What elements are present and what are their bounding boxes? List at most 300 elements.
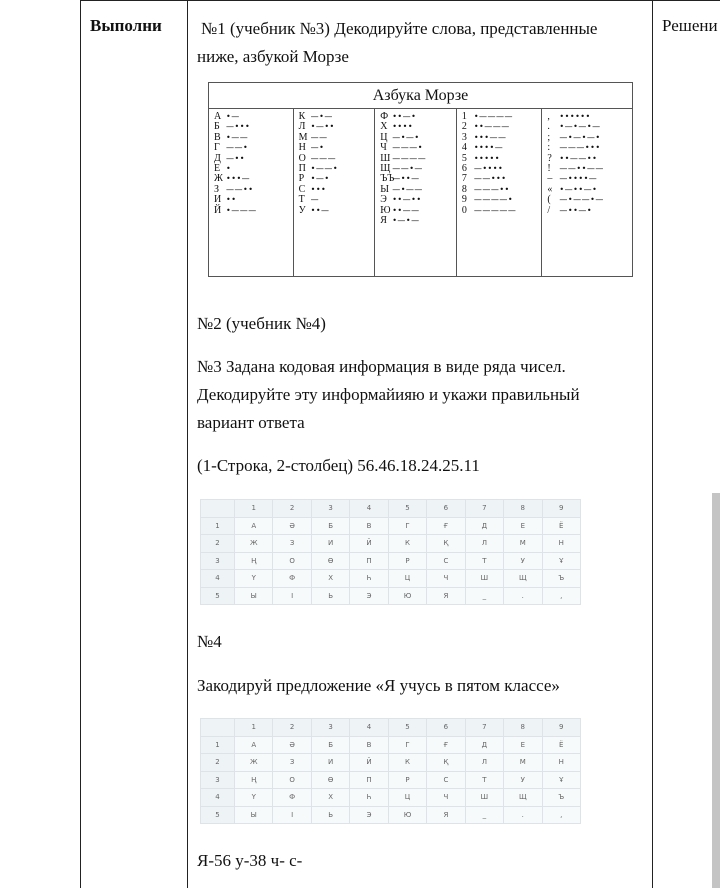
- column-header: 9: [542, 500, 581, 518]
- morse-letter: Ц: [380, 131, 388, 143]
- morse-code: ———•••: [559, 143, 601, 153]
- table-cell: Э: [350, 587, 388, 605]
- morse-code: ——•••: [473, 174, 507, 184]
- table-cell: Ж: [235, 535, 273, 553]
- morse-row: [462, 174, 542, 184]
- row-header: 4: [201, 570, 235, 588]
- morse-letter: Н: [298, 142, 306, 154]
- table-cell: Ё: [542, 736, 581, 754]
- morse-row: [380, 154, 456, 164]
- morse-row: [462, 143, 542, 153]
- table-cell: Ч: [427, 789, 465, 807]
- morse-table-title: Азбука Морзе: [209, 83, 632, 109]
- table-cell: Ү: [235, 789, 273, 807]
- column-header: 7: [465, 500, 503, 518]
- morse-letter: У: [298, 204, 306, 216]
- morse-code: •••••: [473, 153, 500, 163]
- morse-code: ••——••: [559, 153, 598, 163]
- morse-letter: 4: [461, 142, 467, 154]
- morse-letter: :: [547, 142, 551, 154]
- table-cell: Б: [311, 736, 349, 754]
- morse-row: [214, 206, 293, 216]
- morse-row: [299, 174, 375, 184]
- morse-code: ———••: [473, 184, 510, 194]
- table-cell: _: [465, 806, 503, 824]
- column-header: 1: [235, 500, 273, 518]
- column-header: 3: [311, 500, 349, 518]
- morse-letter: Я: [380, 215, 387, 227]
- morse-code: —•—•: [392, 132, 420, 142]
- column-header: 2: [273, 719, 311, 737]
- morse-row: [380, 195, 456, 205]
- morse-letter: Ф: [380, 111, 389, 122]
- code-table-task3: [200, 499, 581, 605]
- morse-row: [462, 112, 542, 122]
- morse-code: ••—: [310, 205, 330, 215]
- table-cell: О: [273, 771, 311, 789]
- morse-row: [462, 164, 542, 174]
- morse-code: ••———: [473, 122, 510, 132]
- morse-letter: ;: [547, 131, 551, 143]
- task4-answer: Я-56 у-38 ч- с-: [197, 851, 303, 870]
- table-cell: І: [273, 587, 311, 605]
- morse-row: [380, 122, 456, 132]
- morse-row: [299, 206, 375, 216]
- morse-code: —••—: [392, 174, 420, 184]
- column-header: 2: [273, 500, 311, 518]
- morse-code: •———: [226, 205, 257, 215]
- morse-code: —————: [473, 205, 517, 215]
- table-cell: С: [427, 771, 465, 789]
- morse-code: ••••: [392, 122, 414, 132]
- table-cell: Я: [427, 806, 465, 824]
- morse-columns: [209, 109, 632, 277]
- morse-letter: .: [547, 121, 550, 133]
- table-row: [201, 754, 581, 772]
- morse-code: —•: [310, 143, 325, 153]
- table-cell: Ц: [388, 789, 426, 807]
- morse-letter: 6: [461, 163, 467, 175]
- morse-letter: Ш: [380, 152, 391, 164]
- morse-letter: Л: [298, 121, 306, 133]
- table-cell: Г: [388, 517, 426, 535]
- morse-code: —•——: [392, 184, 423, 194]
- morse-letter: И: [214, 194, 222, 206]
- table-cell: Р: [388, 771, 426, 789]
- table-row: [201, 736, 581, 754]
- table-cell: С: [427, 552, 465, 570]
- table-cell: В: [350, 736, 388, 754]
- task3-line1: №3 Задана кодовая информация в виде ряда чисел.: [197, 357, 566, 376]
- column-header: 6: [427, 719, 465, 737]
- task3-code: (1-Строка, 2-столбец) 56.46.18.24.25.11: [197, 456, 480, 475]
- table-cell: Ф: [273, 789, 311, 807]
- table-cell: Ж: [235, 754, 273, 772]
- morse-letter: Д: [214, 152, 221, 164]
- morse-letter: Ю: [380, 204, 391, 216]
- morse-column: [375, 109, 457, 277]
- table-cell: Ч: [427, 570, 465, 588]
- morse-code: ——•: [226, 143, 249, 153]
- morse-column: [457, 109, 543, 277]
- morse-row: [380, 206, 456, 216]
- table-cell: Ә: [273, 517, 311, 535]
- task1-line1: №1 (учебник №3) Декодируйте слова, представленные: [201, 19, 598, 38]
- table-cell: Д: [465, 736, 503, 754]
- column-header: 5: [388, 500, 426, 518]
- morse-code: ••——: [392, 205, 420, 215]
- morse-letter: К: [298, 111, 306, 122]
- morse-letter: С: [298, 183, 306, 195]
- column-header: 8: [504, 719, 542, 737]
- morse-code: ••: [226, 195, 237, 205]
- morse-row: [380, 112, 456, 122]
- morse-row: [214, 133, 293, 143]
- morse-letter: Э: [380, 194, 387, 206]
- morse-letter: ЪЪ: [380, 173, 395, 185]
- morse-code: —••••: [473, 164, 504, 174]
- table-cell: Э: [350, 806, 388, 824]
- morse-code: •——: [226, 132, 249, 142]
- morse-column: [542, 109, 632, 277]
- table-border-col3: [652, 0, 653, 888]
- morse-code: •••—: [226, 174, 251, 184]
- table-cell: Ъ: [542, 789, 581, 807]
- morse-letter: (: [547, 194, 551, 206]
- morse-code: •——•: [310, 164, 339, 174]
- table-cell: Ь: [311, 806, 349, 824]
- table-cell: Т: [465, 771, 503, 789]
- morse-row: [462, 206, 542, 216]
- morse-letter: В: [214, 131, 221, 143]
- morse-code: —•••: [226, 122, 251, 132]
- table-cell: Е: [504, 517, 542, 535]
- table-row: [201, 789, 581, 807]
- column-header: 9: [542, 719, 581, 737]
- column-header: 8: [504, 500, 542, 518]
- table-cell: О: [273, 552, 311, 570]
- morse-letter: ?: [547, 152, 552, 164]
- row-header: 5: [201, 587, 235, 605]
- morse-letter: Щ: [380, 163, 391, 175]
- morse-code: ——••: [226, 184, 254, 194]
- table-cell: Қ: [427, 754, 465, 772]
- morse-row: [214, 195, 293, 205]
- table-cell: Ө: [311, 771, 349, 789]
- morse-row: [299, 195, 375, 205]
- table-cell: Г: [388, 736, 426, 754]
- table-cell: М: [504, 754, 542, 772]
- morse-row: [380, 133, 456, 143]
- morse-letter: О: [298, 152, 306, 164]
- morse-row: [299, 122, 375, 132]
- table-row: [201, 517, 581, 535]
- column-label-execute: Выполни: [90, 16, 162, 35]
- task2-title: №2 (учебник №4): [197, 314, 326, 333]
- morse-table: [208, 82, 633, 277]
- morse-column: [294, 109, 376, 277]
- column-header: 6: [427, 500, 465, 518]
- column-header: 1: [235, 719, 273, 737]
- morse-code: —••—•: [559, 205, 593, 215]
- morse-letter: 9: [461, 194, 467, 206]
- morse-code: —••••—: [559, 174, 598, 184]
- morse-code: •••: [310, 184, 327, 194]
- column-header: 4: [350, 719, 388, 737]
- morse-row: [547, 143, 632, 153]
- table-cell: Щ: [504, 570, 542, 588]
- morse-code: ••••••: [559, 112, 591, 121]
- morse-code: ———: [310, 153, 337, 163]
- morse-row: [380, 143, 456, 153]
- morse-code: —•——•—: [559, 195, 604, 205]
- table-cell: Т: [465, 552, 503, 570]
- table-border-col2: [187, 0, 188, 888]
- table-cell: Ғ: [427, 736, 465, 754]
- morse-letter: Т: [298, 194, 305, 206]
- morse-row: [299, 185, 375, 195]
- morse-code: ——••——: [559, 164, 604, 174]
- morse-code: •—•—: [392, 216, 420, 226]
- table-cell: П: [350, 771, 388, 789]
- table-row: [201, 535, 581, 553]
- morse-row: [547, 122, 632, 132]
- morse-code: ••••—: [473, 143, 504, 153]
- morse-letter: Б: [214, 121, 220, 133]
- morse-code: ———•: [392, 143, 423, 153]
- morse-row: [547, 133, 632, 143]
- morse-letter: «: [547, 183, 553, 195]
- table-cell: Р: [388, 552, 426, 570]
- table-cell: Х: [311, 789, 349, 807]
- table-cell: Һ: [350, 570, 388, 588]
- table-cell: Л: [465, 754, 503, 772]
- table-cell: І: [273, 806, 311, 824]
- morse-code: •••——: [473, 132, 507, 142]
- table-cell: Н: [542, 754, 581, 772]
- table-cell: Й: [350, 754, 388, 772]
- table-cell: Һ: [350, 789, 388, 807]
- morse-code: ••—••: [392, 195, 422, 205]
- row-header: 3: [201, 552, 235, 570]
- morse-letter: ,: [547, 111, 550, 122]
- table-cell: Ө: [311, 552, 349, 570]
- morse-row: [462, 195, 542, 205]
- row-header: 2: [201, 535, 235, 553]
- column-header: 7: [465, 719, 503, 737]
- table-cell: И: [311, 754, 349, 772]
- morse-row: [380, 174, 456, 184]
- morse-row: [380, 216, 456, 226]
- table-cell: Ә: [273, 736, 311, 754]
- table-cell: Ұ: [542, 552, 581, 570]
- morse-letter: 5: [461, 152, 467, 164]
- morse-letter: З: [214, 183, 220, 195]
- table-cell: Я: [427, 587, 465, 605]
- morse-row: [214, 185, 293, 195]
- table-cell: Ш: [465, 789, 503, 807]
- morse-code: —••: [226, 153, 245, 163]
- table-row: [201, 771, 581, 789]
- table-cell: .: [504, 806, 542, 824]
- table-corner: [201, 719, 235, 737]
- table-border-left: [80, 0, 81, 888]
- table-cell: Б: [311, 517, 349, 535]
- morse-row: [547, 154, 632, 164]
- morse-code: ——: [310, 132, 328, 142]
- morse-code: ——•—: [392, 164, 423, 174]
- morse-letter: /: [547, 204, 551, 216]
- row-header: 4: [201, 789, 235, 807]
- task4-instruction: Закодируй предложение «Я учусь в пятом классе»: [197, 676, 560, 695]
- table-cell: П: [350, 552, 388, 570]
- morse-code: ••—•: [392, 112, 417, 121]
- morse-row: [299, 164, 375, 174]
- morse-row: [462, 122, 542, 132]
- morse-letter: –: [547, 173, 553, 185]
- morse-row: [214, 122, 293, 132]
- row-header: 2: [201, 754, 235, 772]
- morse-letter: Г: [214, 142, 220, 154]
- morse-letter: Й: [214, 204, 222, 216]
- morse-letter: Ч: [380, 142, 387, 154]
- table-cell: .: [504, 587, 542, 605]
- table-cell: Д: [465, 517, 503, 535]
- table-corner: [201, 500, 235, 518]
- morse-code: •—••—•: [559, 184, 598, 194]
- morse-letter: 1: [461, 111, 467, 122]
- table-row: [201, 570, 581, 588]
- morse-row: [547, 195, 632, 205]
- morse-letter: 0: [461, 204, 467, 216]
- morse-letter: 3: [461, 131, 467, 143]
- morse-letter: Р: [298, 173, 305, 185]
- column-header: 5: [388, 719, 426, 737]
- morse-row: [214, 154, 293, 164]
- morse-letter: 2: [461, 121, 467, 133]
- table-cell: Щ: [504, 789, 542, 807]
- task4-title: №4: [197, 632, 222, 651]
- morse-letter: 8: [461, 183, 467, 195]
- table-cell: Қ: [427, 535, 465, 553]
- code-table-task4: [200, 718, 581, 824]
- morse-row: [462, 185, 542, 195]
- table-cell: Ц: [388, 570, 426, 588]
- morse-row: [214, 174, 293, 184]
- column-header: 4: [350, 500, 388, 518]
- morse-row: [547, 164, 632, 174]
- table-cell: А: [235, 517, 273, 535]
- table-row: [201, 806, 581, 824]
- morse-row: [380, 185, 456, 195]
- table-cell: Ү: [235, 570, 273, 588]
- morse-letter: Ы: [380, 183, 389, 195]
- morse-row: [547, 112, 632, 122]
- table-cell: Ғ: [427, 517, 465, 535]
- task1-line2: ниже, азбукой Морзе: [197, 47, 349, 66]
- table-cell: Ё: [542, 517, 581, 535]
- table-cell: У: [504, 552, 542, 570]
- morse-code: —•—•—•: [559, 132, 601, 142]
- morse-row: [299, 154, 375, 164]
- morse-letter: !: [547, 163, 551, 175]
- morse-row: [462, 133, 542, 143]
- morse-code: •: [226, 164, 232, 174]
- morse-code: ————•: [473, 195, 514, 205]
- table-cell: Ы: [235, 806, 273, 824]
- column-label-solution: Решени: [662, 16, 718, 35]
- table-cell: Ю: [388, 587, 426, 605]
- morse-row: [462, 154, 542, 164]
- morse-code: •—: [226, 112, 240, 121]
- morse-letter: Ж: [214, 173, 223, 185]
- table-cell: Ф: [273, 570, 311, 588]
- table-row: [201, 587, 581, 605]
- morse-code: •—••: [310, 122, 335, 132]
- morse-row: [547, 174, 632, 184]
- morse-letter: П: [298, 163, 306, 175]
- table-cell: И: [311, 535, 349, 553]
- morse-row: [214, 143, 293, 153]
- morse-row: [299, 133, 375, 143]
- morse-row: [547, 206, 632, 216]
- morse-code: —•—: [310, 112, 333, 121]
- table-cell: _: [465, 587, 503, 605]
- row-header: 5: [201, 806, 235, 824]
- table-cell: Ю: [388, 806, 426, 824]
- column-header: 3: [311, 719, 349, 737]
- table-cell: З: [273, 754, 311, 772]
- morse-code: —: [310, 195, 320, 205]
- table-cell: З: [273, 535, 311, 553]
- morse-letter: Е: [214, 163, 221, 175]
- table-cell: А: [235, 736, 273, 754]
- table-cell: Ъ: [542, 570, 581, 588]
- row-header: 1: [201, 517, 235, 535]
- morse-row: [214, 112, 293, 122]
- scrollbar-thumb[interactable]: [712, 493, 720, 888]
- table-border-top: [80, 0, 720, 1]
- morse-row: [547, 185, 632, 195]
- table-cell: Л: [465, 535, 503, 553]
- table-cell: ,: [542, 587, 581, 605]
- table-cell: Н: [542, 535, 581, 553]
- morse-letter: А: [214, 111, 222, 122]
- morse-row: [299, 143, 375, 153]
- table-cell: Ш: [465, 570, 503, 588]
- morse-column: [209, 109, 294, 277]
- task3-line3: вариант ответа: [197, 413, 305, 432]
- table-cell: Й: [350, 535, 388, 553]
- morse-letter: М: [298, 131, 308, 143]
- table-cell: У: [504, 771, 542, 789]
- table-row: [201, 552, 581, 570]
- morse-code: •—•—•—: [559, 122, 601, 132]
- table-cell: К: [388, 535, 426, 553]
- table-cell: Ы: [235, 587, 273, 605]
- morse-code: •————: [473, 112, 514, 121]
- table-cell: ,: [542, 806, 581, 824]
- table-cell: К: [388, 754, 426, 772]
- table-cell: Х: [311, 570, 349, 588]
- row-header: 3: [201, 771, 235, 789]
- morse-row: [299, 112, 375, 122]
- morse-code: ————: [392, 153, 427, 163]
- table-cell: Ң: [235, 552, 273, 570]
- morse-letter: 7: [461, 173, 467, 185]
- table-cell: Ь: [311, 587, 349, 605]
- table-cell: В: [350, 517, 388, 535]
